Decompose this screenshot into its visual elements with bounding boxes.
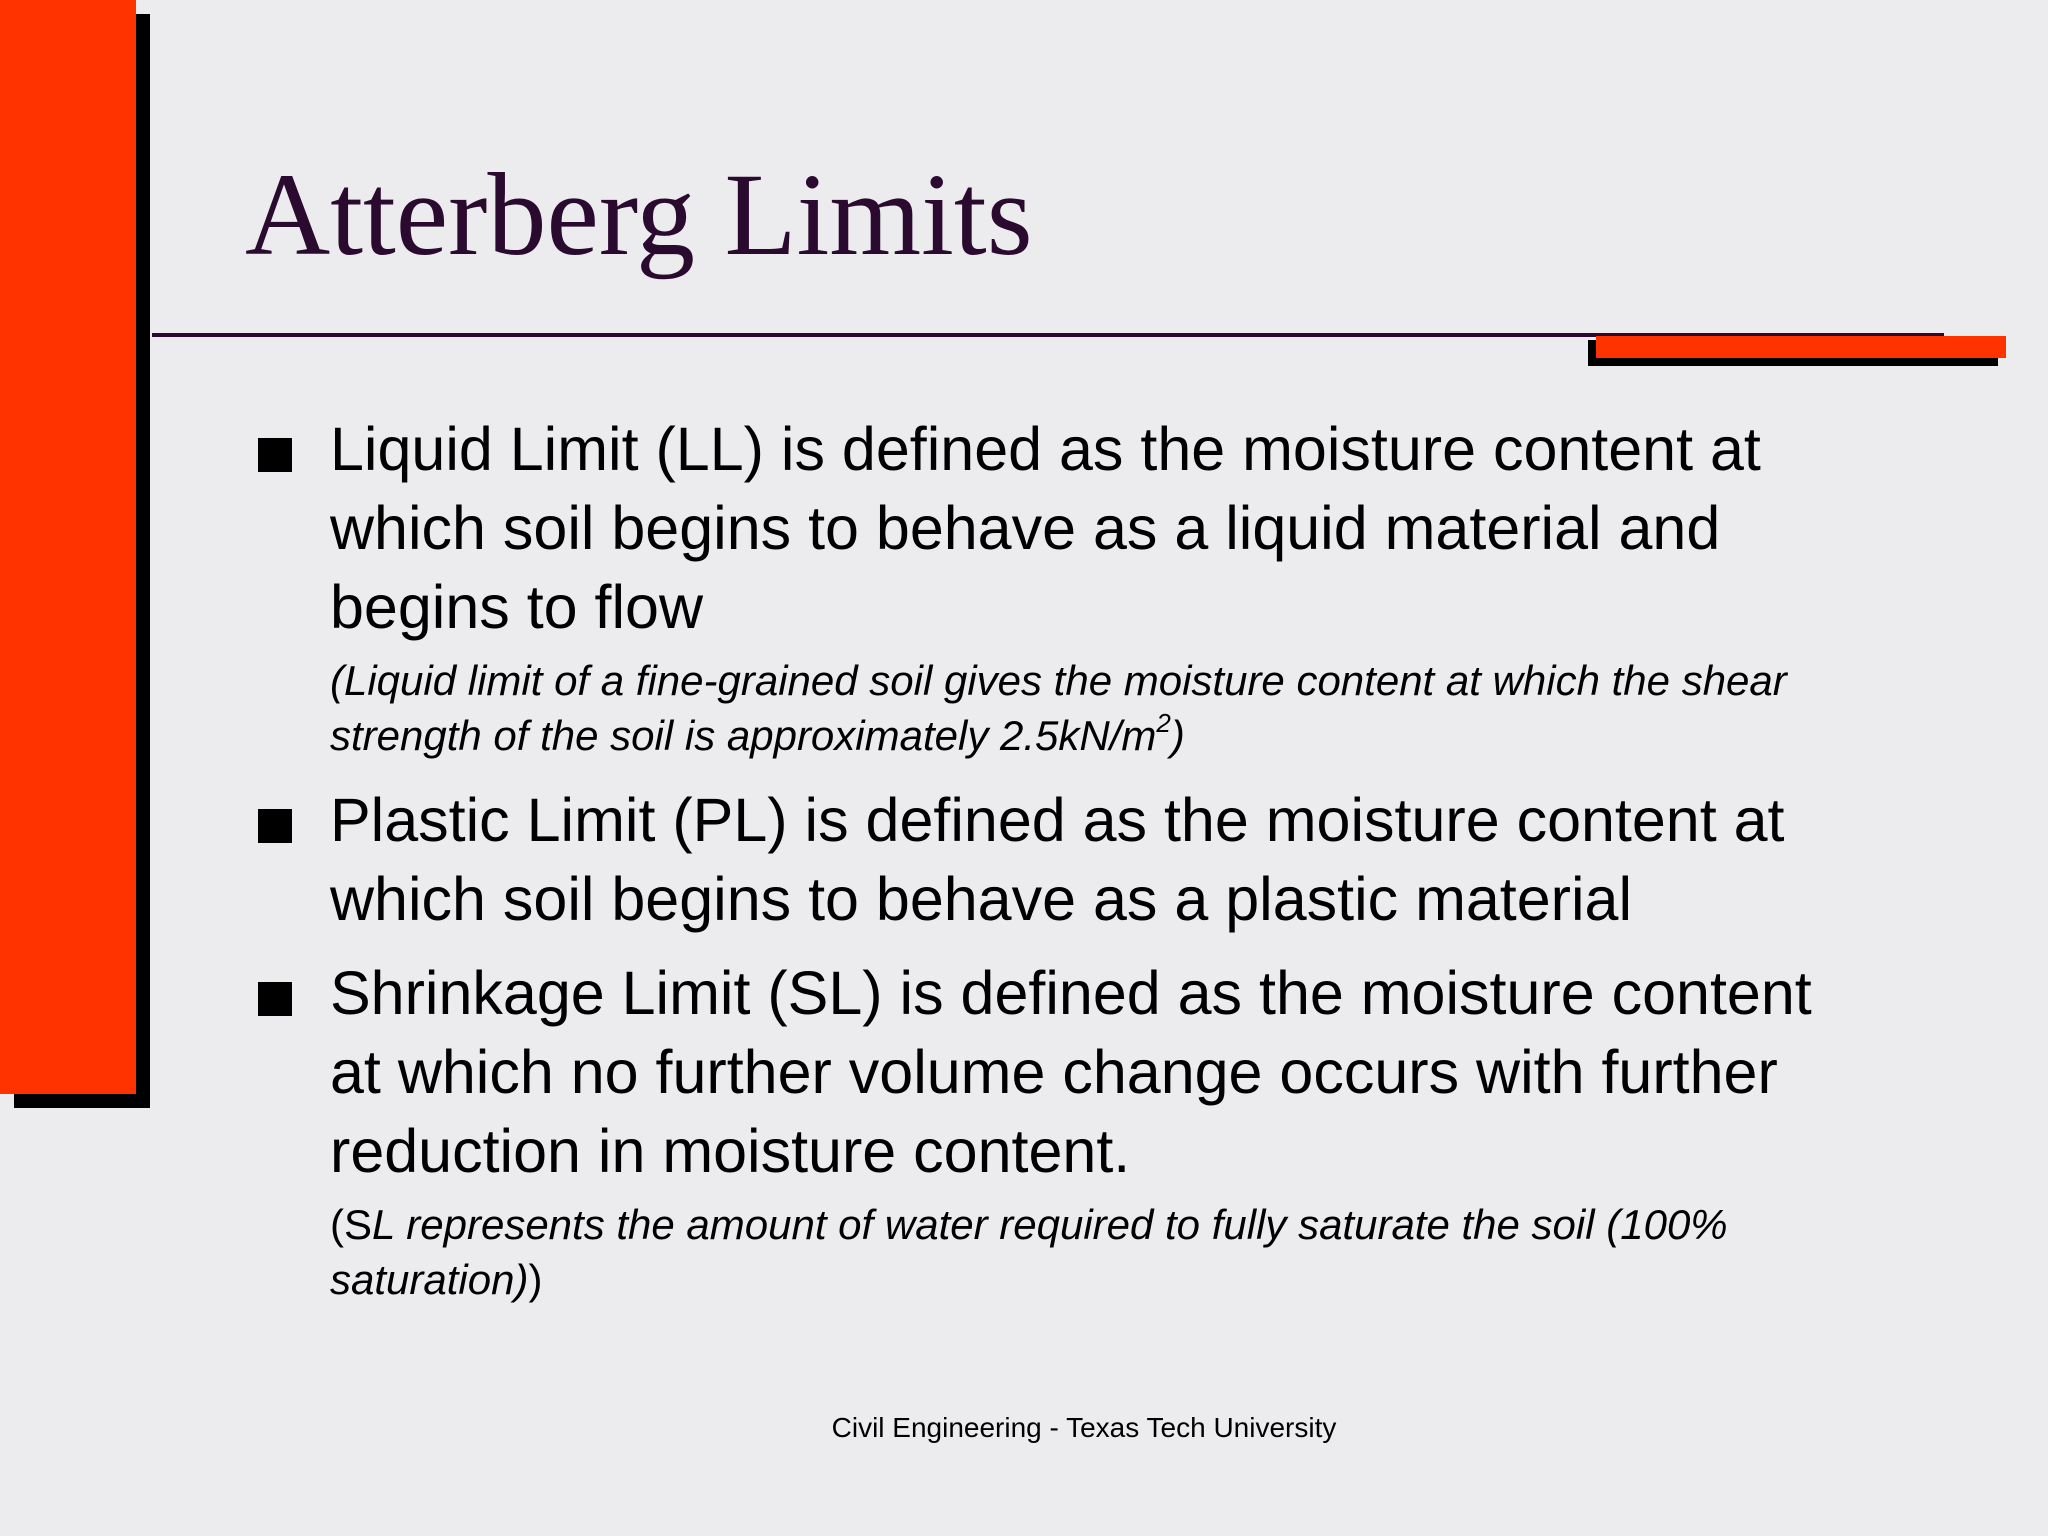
bullet-line: reduction in moisture content. <box>330 1117 1131 1185</box>
bullet-line: which soil begins to behave as a plastic material <box>330 865 1633 933</box>
note-text: strength of the soil is approximately 2.5kN/m <box>330 712 1157 759</box>
slide-footer: Civil Engineering - Texas Tech University <box>831 1412 1337 1443</box>
note-shrinkage-limit <box>258 1197 1938 1307</box>
bullet-square-icon <box>258 809 292 843</box>
right-accent-bar <box>1596 336 2006 358</box>
note-text: L represents the amount of water required to fully saturate the soil (100% <box>372 1201 1728 1248</box>
note-line <box>330 1252 1938 1307</box>
bullet-line: begins to flow <box>330 573 703 641</box>
note-superscript: 2 <box>1156 708 1171 738</box>
note-liquid-limit <box>258 653 1938 763</box>
bullet-line: at which no further volume change occurs with further <box>330 1038 1778 1106</box>
note-text: ) <box>528 1256 543 1303</box>
bullet-line: Plastic Limit (PL) is defined as the moisture content at <box>330 786 1785 854</box>
bullet-line: which soil begins to behave as a liquid material and <box>330 494 1721 562</box>
bullet-liquid-limit <box>258 410 1938 647</box>
slide-content <box>258 410 1938 1307</box>
bullet-shrinkage-limit <box>258 954 1938 1191</box>
note-line: (Liquid limit of a fine-grained soil gives the moisture content at which the shear <box>330 657 1787 704</box>
note-text: (S <box>330 1201 372 1248</box>
bullet-line: Shrinkage Limit (SL) is defined as the moisture content <box>330 959 1812 1027</box>
note-text: saturation) <box>330 1256 529 1303</box>
slide-title: Atterberg Limits <box>245 149 1033 280</box>
note-line <box>330 708 1938 763</box>
bullet-square-icon <box>258 438 292 472</box>
bullet-plastic-limit <box>258 781 1938 939</box>
note-text: ) <box>1170 712 1185 759</box>
bullet-line: Liquid Limit (LL) is defined as the moisture content at <box>330 415 1761 483</box>
bullet-square-icon <box>258 982 292 1016</box>
left-accent-bar <box>0 0 136 1094</box>
note-line <box>330 1197 1938 1252</box>
